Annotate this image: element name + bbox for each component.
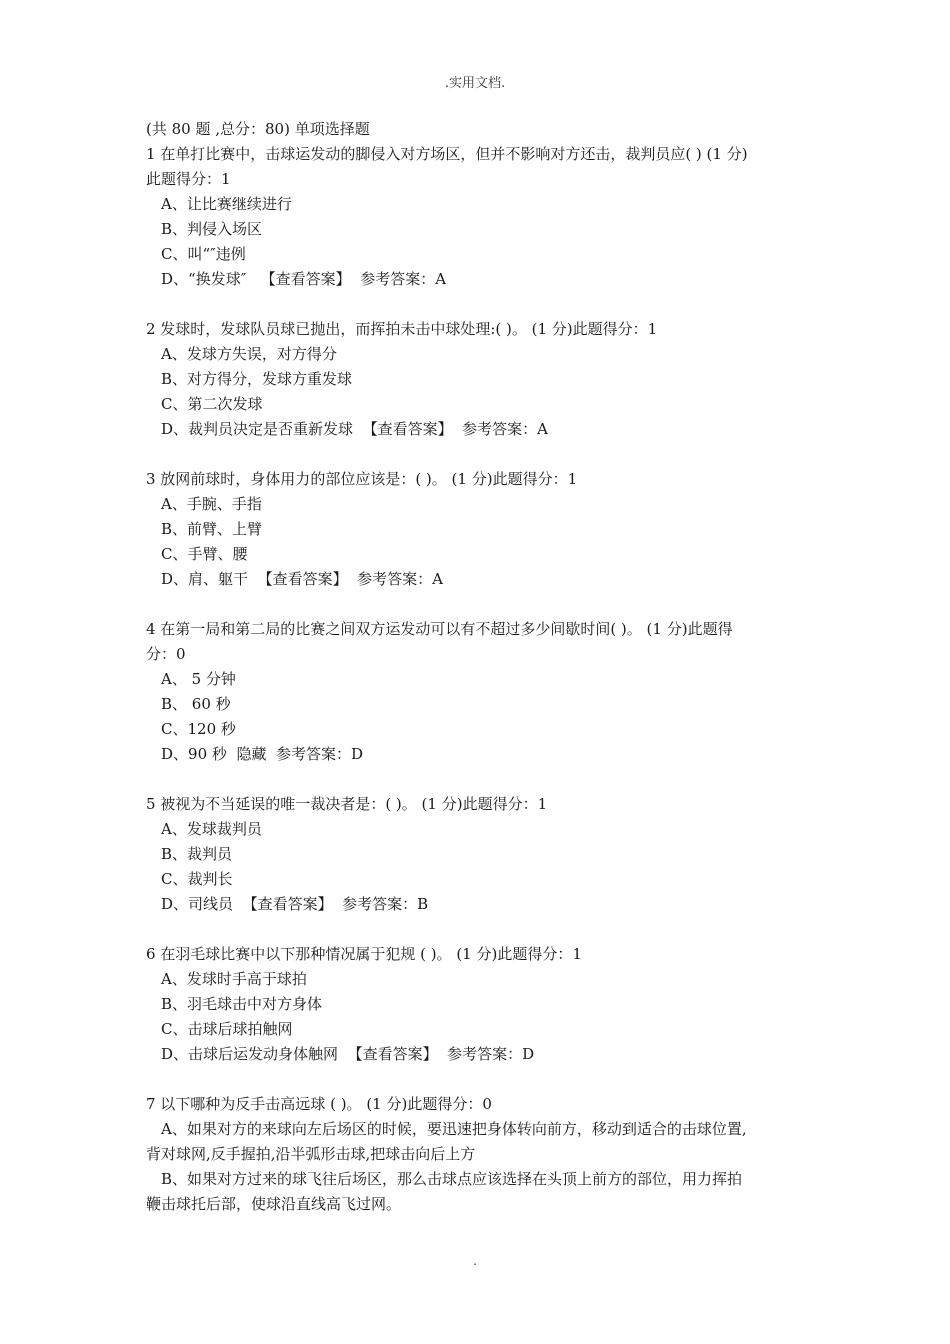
question-stem: 5 被视为不当延误的唯一裁决者是：( )。 (1 分)此题得分：1 [146,795,548,813]
question-5 [146,792,816,917]
option-d: D、“换发球″ [161,270,247,288]
spacer [146,767,816,792]
option-a: A、发球方失误，对方得分 [161,345,337,363]
spacer [146,292,816,317]
reference-answer: 参考答案：B [342,895,429,913]
hide-answer-button[interactable]: 隐藏 [236,745,267,763]
option-b: B、对方得分，发球方重发球 [161,370,353,388]
view-answer-button[interactable]: 【查看答案】 [257,570,348,588]
option-b: B、裁判员 [161,845,233,863]
view-answer-button[interactable]: 【查看答案】 [260,270,351,288]
option-a: A、发球裁判员 [161,820,262,838]
spacer [146,592,816,617]
option-d-row [146,742,816,767]
reference-answer: 参考答案：A [462,420,548,438]
option-d-row [146,1042,816,1067]
option-d: D、击球后运发动身体触网 [161,1045,339,1063]
question-stem: 6 在羽毛球比赛中以下那种情况属于犯规 ( )。 (1 分)此题得分：1 [146,945,582,963]
spacer [146,442,816,467]
reference-answer: 参考答案：D [447,1045,535,1063]
option-d: D、90 秒 [161,745,227,763]
option-d: D、肩、躯干 [161,570,249,588]
option-c: C、裁判长 [161,870,233,888]
view-answer-button[interactable]: 【查看答案】 [347,1045,438,1063]
option-b: B、 60 秒 [161,695,231,713]
option-c: C、叫“″违例 [161,245,246,263]
question-3 [146,467,816,592]
question-score: 此题得分：1 [146,170,231,188]
spacer [146,1067,816,1092]
option-c: C、第二次发球 [161,395,263,413]
option-b: B、前臂、上臂 [161,520,263,538]
question-stem: 2 发球时，发球队员球已抛出，而挥拍未击中球处理:( )。 (1 分)此题得分：1 [146,320,658,338]
option-a: A、 5 分钟 [161,670,236,688]
reference-answer: 参考答案：A [357,570,443,588]
option-a: A、发球时手高于球拍 [161,970,307,988]
option-d-row [146,567,816,592]
option-d-row [146,417,816,442]
page-header: .实用文档. [444,76,506,91]
option-b-continued: 鞭击球托后部，使球沿直线高飞过网。 [146,1195,402,1213]
option-d-row [146,892,816,917]
spacer [146,917,816,942]
reference-answer: 参考答案：A [360,270,447,288]
page-footer: . [473,1254,477,1268]
exam-intro: (共 80 题 ,总分：80) 单项选择题 [146,120,370,138]
question-6 [146,942,816,1067]
view-answer-button[interactable]: 【查看答案】 [242,895,333,913]
option-d: D、司线员 [161,895,234,913]
option-c: C、击球后球拍触网 [161,1020,293,1038]
option-c: C、120 秒 [161,720,236,738]
question-7 [146,1092,816,1217]
question-stem: 1 在单打比赛中，击球运发动的脚侵入对方场区，但并不影响对方还击，裁判员应( ) (1 分) [146,145,748,163]
option-b: B、判侵入场区 [161,220,263,238]
option-a: A、如果对方的来球向左后场区的时候，要迅速把身体转向前方，移动到适合的击球位置, [161,1120,747,1138]
question-score: 分：0 [146,645,186,663]
view-answer-button[interactable]: 【查看答案】 [362,420,453,438]
question-stem: 7 以下哪种为反手击高远球 ( )。 (1 分)此题得分：0 [146,1095,492,1113]
question-stem: 4 在第一局和第二局的比赛之间双方运发动可以有不超过多少间歇时间( )。 (1 分)此题得 [146,620,733,638]
option-a: A、让比赛继续进行 [161,195,292,213]
question-4 [146,617,816,767]
option-a: A、手腕、手指 [161,495,262,513]
option-b: B、如果对方过来的球飞往后场区，那么击球点应该选择在头顶上前方的部位，用力挥拍 [161,1170,743,1188]
option-a-continued: 背对球网,反手握拍,沿半弧形击球,把球击向后上方 [146,1145,476,1163]
option-b: B、羽毛球击中对方身体 [161,995,323,1013]
document-body [146,117,816,1217]
question-2 [146,317,816,442]
option-c: C、手臂、腰 [161,545,248,563]
option-d-row [146,267,816,292]
reference-answer: 参考答案：D [276,745,364,763]
question-stem: 3 放网前球时，身体用力的部位应该是：( )。 (1 分)此题得分：1 [146,470,578,488]
option-d: D、裁判员决定是否重新发球 [161,420,354,438]
question-1 [146,142,816,292]
